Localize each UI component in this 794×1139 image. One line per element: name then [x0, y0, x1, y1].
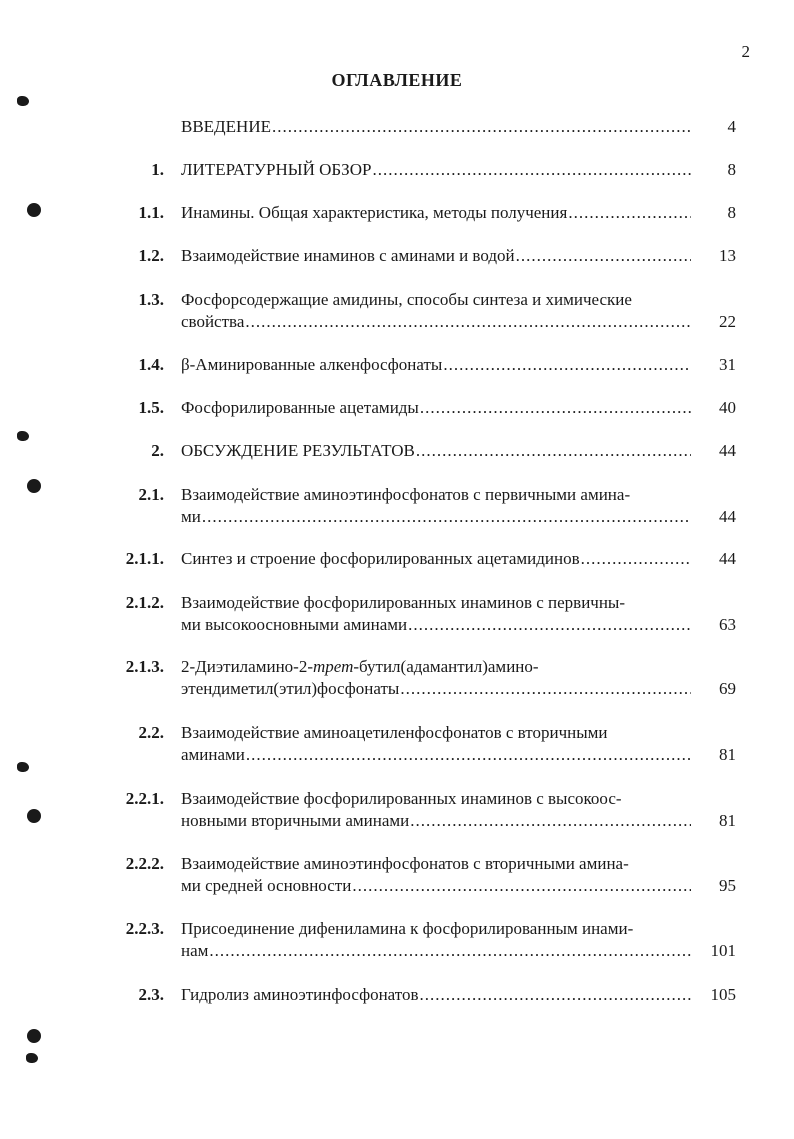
entry-body [181, 788, 691, 832]
entry-body [181, 202, 691, 224]
entry-page-number: 81 [719, 745, 736, 764]
entry-page-number: 8 [727, 160, 736, 179]
entry-title-line1: Взаимодействие фосфорилированных инаминов с первичны- [181, 593, 626, 612]
entry-number: 1.3. [138, 290, 164, 309]
page-number: 2 [741, 42, 750, 61]
scan-blot [17, 96, 29, 106]
entry-page-number: 101 [710, 941, 736, 960]
entry-title-line1 [181, 656, 691, 678]
leader-dots [416, 440, 691, 462]
entry-number: 1.2. [138, 246, 164, 265]
entry-title: Гидролиз аминоэтинфосфонатов [181, 985, 419, 1004]
entry-body [181, 116, 691, 138]
leader-dots [408, 614, 691, 636]
leader-dots [372, 159, 691, 181]
entry-title: новными вторичными аминами [181, 811, 410, 830]
entry-title: свойства [181, 312, 245, 331]
entry-body [181, 245, 691, 267]
page-title: ОГЛАВЛЕНИЕ [331, 70, 463, 90]
entry-page-number: 4 [727, 117, 736, 136]
leader-dots [245, 311, 691, 333]
entry-body [181, 354, 691, 376]
entry-title-line1-italic: трет [312, 657, 354, 676]
entry-body [181, 159, 691, 181]
entry-body [181, 918, 691, 962]
entry-page-number: 40 [719, 398, 736, 417]
entry-number: 2.2. [138, 723, 164, 742]
entry-body [181, 592, 691, 636]
entry-page-number: 13 [719, 246, 736, 265]
leader-dots [420, 984, 691, 1006]
entry-title: ми средней основности [181, 876, 352, 895]
entry-page-number: 44 [719, 441, 736, 460]
scan-blot [17, 762, 29, 772]
entry-number: 2.3. [138, 985, 164, 1004]
entry-body [181, 397, 691, 419]
punch-hole [27, 203, 41, 217]
leader-dots [209, 940, 691, 962]
entry-number: 1.5. [138, 398, 164, 417]
entry-body [181, 484, 691, 528]
entry-title: ми высокоосновными аминами [181, 615, 408, 634]
entry-body [181, 440, 691, 462]
leader-dots [272, 116, 691, 138]
entry-body [181, 656, 691, 700]
entry-number: 2.2.1. [125, 789, 164, 808]
punch-hole [27, 1029, 41, 1043]
entry-title: аминами [181, 745, 245, 764]
entry-page-number: 105 [710, 985, 736, 1004]
leader-dots [568, 202, 691, 224]
entry-number: 2.2.3. [125, 919, 164, 938]
entry-title: нам [181, 941, 209, 960]
entry-title-line1-pre: 2-Диэтиламино-2- [181, 657, 313, 676]
entry-page-number: 81 [719, 811, 736, 830]
entry-page-number: 8 [727, 203, 736, 222]
leader-dots [246, 744, 691, 766]
entry-number: 2.1. [138, 485, 164, 504]
entry-title-line1: Взаимодействие аминоэтинфосфонатов с вторичными амина- [181, 854, 629, 873]
entry-number: 2.1.2. [125, 593, 164, 612]
entry-number: 1.1. [138, 203, 164, 222]
entry-body [181, 289, 691, 333]
entry-page-number: 44 [719, 549, 736, 568]
entry-title: ЛИТЕРАТУРНЫЙ ОБЗОР [181, 160, 372, 179]
entry-page-number: 31 [719, 355, 736, 374]
entry-page-number: 69 [719, 679, 736, 698]
leader-dots [410, 810, 691, 832]
entry-title: ми [181, 507, 201, 526]
entry-page-number: 63 [719, 615, 736, 634]
entry-number: 1. [151, 160, 164, 179]
entry-body [181, 853, 691, 897]
leader-dots [443, 354, 691, 376]
entry-body [181, 722, 691, 766]
entry-title-line1: Взаимодействие аминоацетиленфосфонатов с вторичными [181, 723, 608, 742]
entry-body [181, 548, 691, 570]
entry-page-number: 22 [719, 312, 736, 331]
leader-dots [420, 397, 691, 419]
entry-title: ОБСУЖДЕНИЕ РЕЗУЛЬТАТОВ [181, 441, 415, 460]
entry-title: Инамины. Общая характеристика, методы получения [181, 203, 568, 222]
entry-title-line1-post: -бутил(адамантил)амино- [353, 657, 539, 676]
entry-title: Синтез и строение фосфорилированных ацетамидинов [181, 549, 580, 568]
scan-blot [26, 1053, 38, 1063]
leader-dots [400, 678, 691, 700]
punch-hole [27, 479, 41, 493]
entry-title: β-Аминированные алкенфосфонаты [181, 355, 443, 374]
scan-blot [17, 431, 29, 441]
leader-dots [352, 875, 691, 897]
entry-title-line1: Присоединение дифениламина к фосфорилированным инами- [181, 919, 634, 938]
entry-number: 2. [151, 441, 164, 460]
leader-dots [516, 245, 691, 267]
entry-title-line1: Взаимодействие фосфорилированных инаминов с высокоос- [181, 789, 622, 808]
entry-title: этендиметил(этил)фосфонаты [181, 679, 400, 698]
entry-title: ВВЕДЕНИЕ [181, 117, 271, 136]
entry-page-number: 95 [719, 876, 736, 895]
punch-hole [27, 809, 41, 823]
leader-dots [202, 506, 691, 528]
entry-number: 2.1.3. [125, 657, 164, 676]
entry-number: 2.2.2. [125, 854, 164, 873]
entry-number: 2.1.1. [125, 549, 164, 568]
entry-title: Взаимодействие инаминов с аминами и водой [181, 246, 515, 265]
entry-title-line1: Фосфорсодержащие амидины, способы синтеза и химические [181, 290, 632, 309]
entry-page-number: 44 [719, 507, 736, 526]
leader-dots [581, 548, 691, 570]
entry-body [181, 984, 691, 1006]
entry-title: Фосфорилированные ацетамиды [181, 398, 419, 417]
entry-title-line1: Взаимодействие аминоэтинфосфонатов с первичными амина- [181, 485, 631, 504]
entry-number: 1.4. [138, 355, 164, 374]
